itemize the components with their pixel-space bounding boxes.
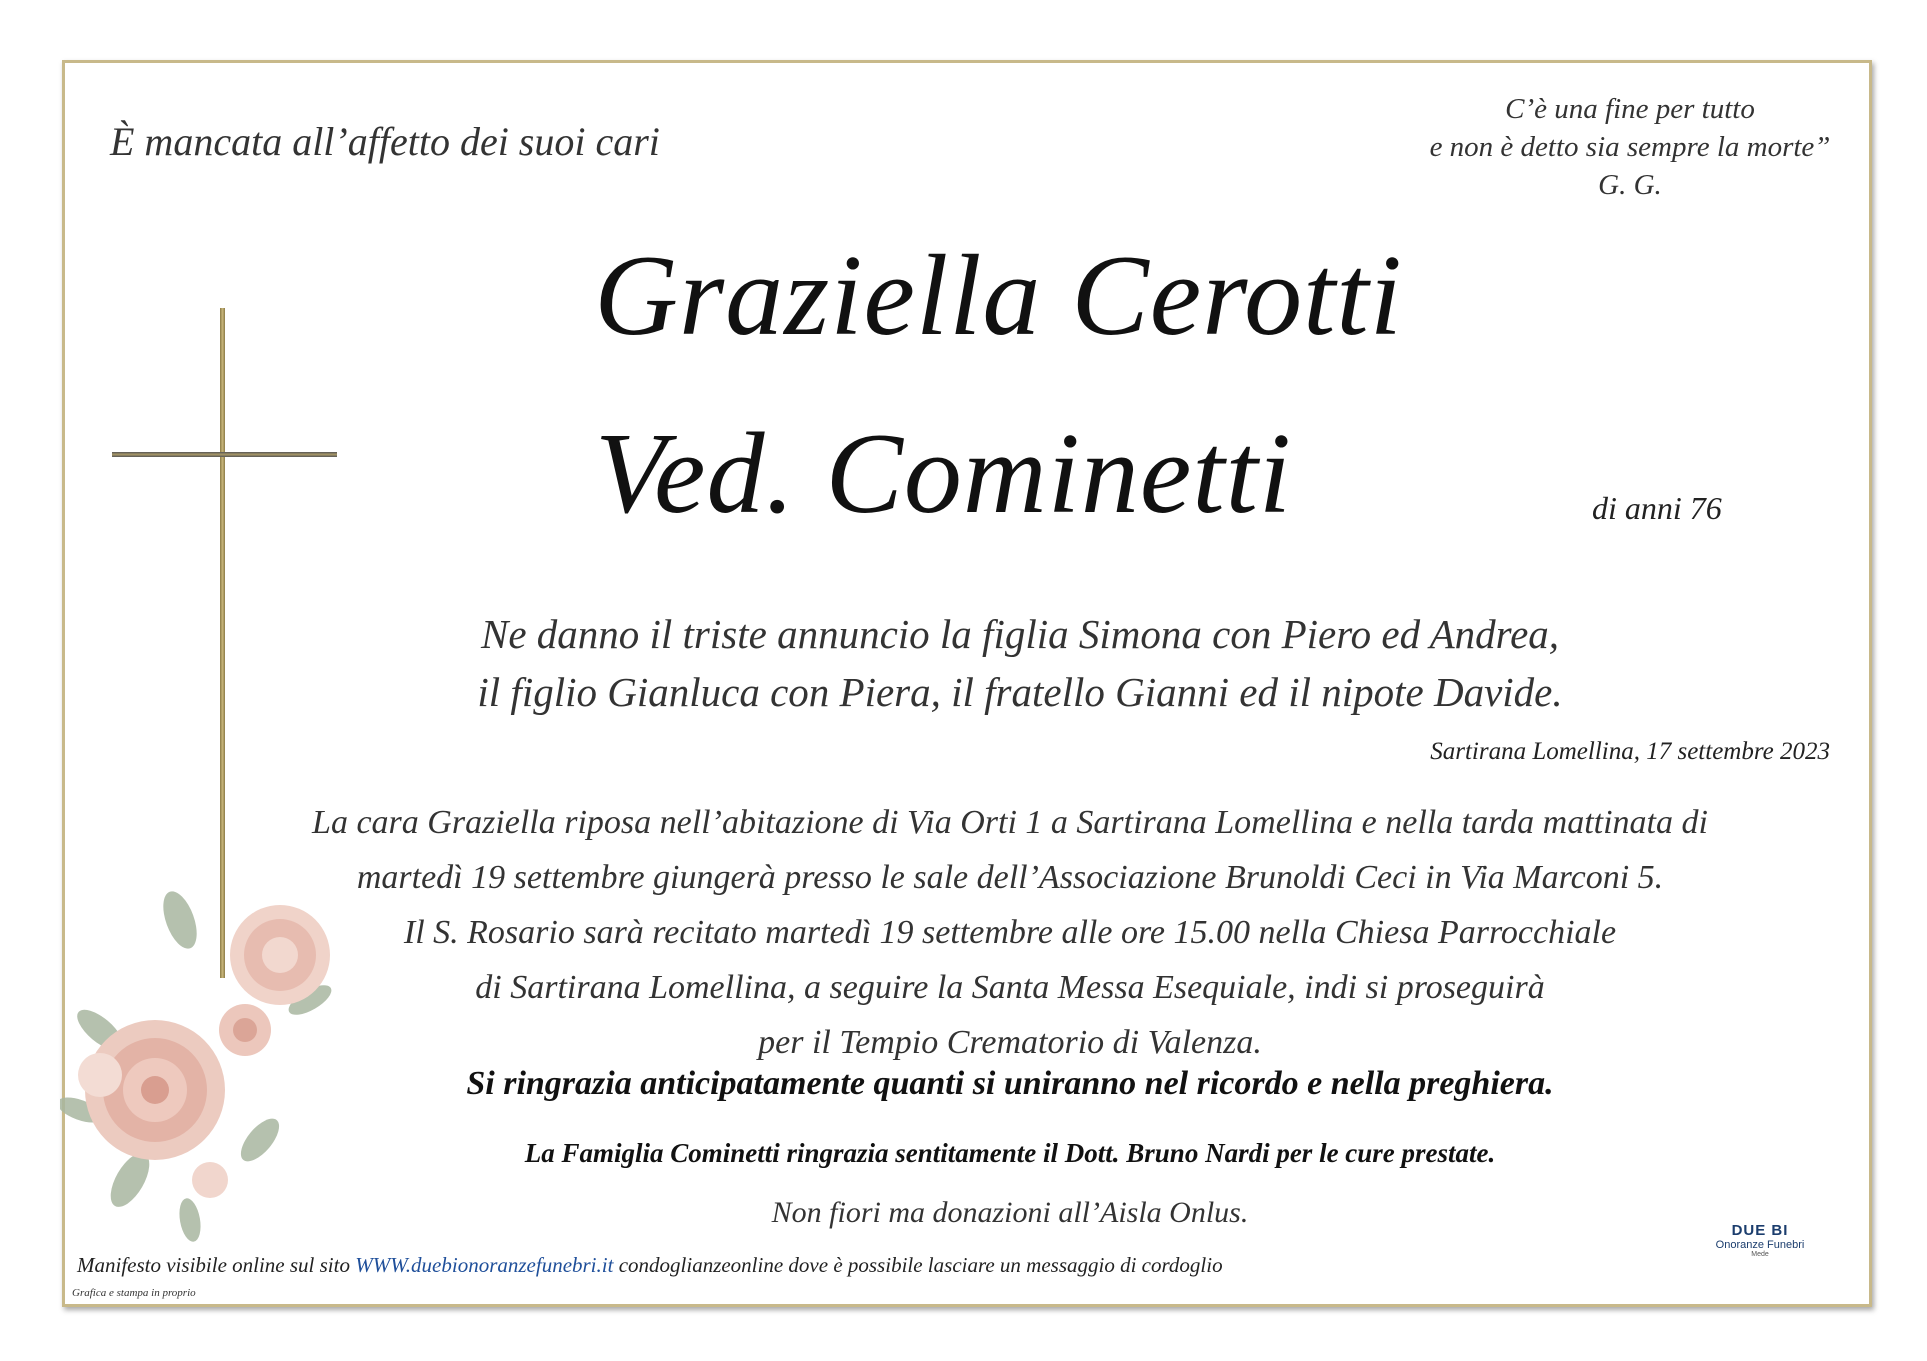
no-flowers-text: Non fiori ma donazioni all’Aisla Onlus. (771, 1196, 1249, 1229)
deceased-name-text: Graziella Cerotti (594, 232, 1403, 360)
thanks-text: Si ringrazia anticipatamente quanti si uniranno nel ricordo e nella preghiera. (466, 1065, 1554, 1102)
footer-prefix: Manifesto visibile online sul sito (77, 1253, 356, 1277)
deceased-married-name: Ved. Cominetti (595, 410, 1293, 538)
funeral-details (230, 795, 1790, 1070)
intro-text: È mancata all’affetto dei suoi cari (110, 119, 660, 164)
details-line: di Sartirana Lomellina, a seguire la Santa Messa Esequiale, indi si proseguirà (475, 969, 1545, 1006)
footer-suffix: condoglianzeonline dove è possibile lasciare un messaggio di cordoglio (613, 1253, 1223, 1277)
details-line: Il S. Rosario sarà recitato martedì 19 settembre alle ore 15.00 nella Chiesa Parrocchiale (403, 914, 1617, 951)
duebi-logo (1715, 1222, 1805, 1258)
logo-subtitle: Onoranze Funebri (1715, 1239, 1805, 1251)
quote-author: G. G. (1598, 169, 1662, 201)
cross-icon (220, 308, 225, 978)
details-line: martedì 19 settembre giungerà presso le sale dell’Associazione Brunoldi Ceci in Via Marconi 5. (356, 859, 1664, 896)
announcement (400, 605, 1640, 721)
deceased-name (0, 230, 1927, 363)
print-credit: Grafica e stampa in proprio (72, 1287, 196, 1299)
website-link[interactable]: WWW.duebionoranzefunebri.it (355, 1253, 614, 1277)
footer-note (77, 1253, 1223, 1278)
quote-line-1: C’è una fine per tutto (1505, 93, 1755, 125)
announcement-line-1: Ne danno il triste annuncio la figlia Simona con Piero ed Andrea, (480, 611, 1560, 657)
details-line: La cara Graziella riposa nell’abitazione di Via Orti 1 a Sartirana Lomellina e nella tarda mattinata di (312, 804, 1708, 841)
quote-line-2: e non è detto sia sempre la morte” (1429, 131, 1831, 163)
quote (1390, 90, 1870, 204)
announcement-line-2: il figlio Gianluca con Piera, il fratello Gianni ed il nipote Davide. (477, 669, 1563, 715)
logo-brand: DUE BI (1731, 1222, 1789, 1239)
place-date: Sartirana Lomellina, 17 settembre 2023 (1430, 738, 1830, 765)
family-thanks-text: La Famiglia Cominetti ringrazia sentitamente il Dott. Bruno Nardi per le cure prestate. (524, 1138, 1496, 1168)
logo-city: Mede (1751, 1251, 1769, 1258)
details-line: per il Tempio Crematorio di Valenza. (758, 1024, 1262, 1061)
deceased-age: di anni 76 (1592, 490, 1722, 526)
cross-icon-bar (112, 452, 337, 457)
